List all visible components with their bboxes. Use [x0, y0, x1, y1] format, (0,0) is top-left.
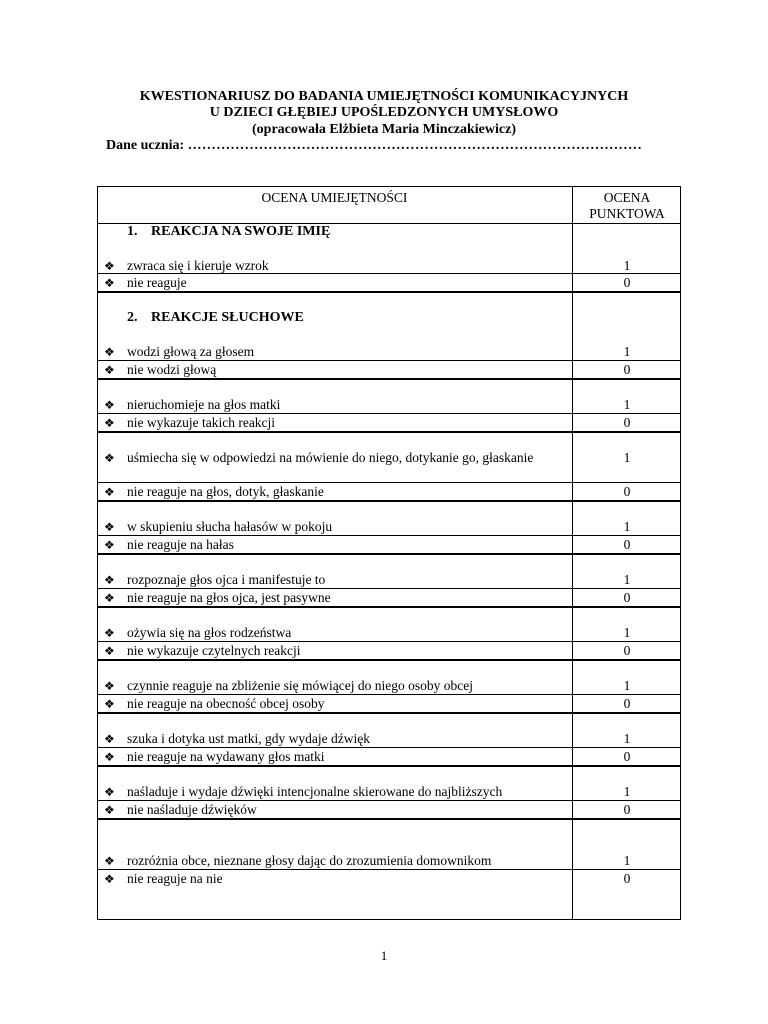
diamond-bullet-icon: ❖ [104, 573, 115, 587]
diamond-bullet-icon: ❖ [104, 259, 115, 273]
group-divider [97, 765, 681, 767]
row-score: 1 [623, 625, 631, 640]
document-title-line-2: U DZIECI GŁĘBIEJ UPOŚLEDZONYCH UMYSŁOWO [209, 105, 559, 120]
section-auditory-reactions [127, 310, 304, 326]
row-text: nie wykazuje czytelnych reakcji [127, 643, 301, 658]
row-score: 1 [623, 784, 631, 799]
row-text: zwraca się i kieruje wzrok [127, 258, 269, 273]
row-score: 1 [623, 731, 631, 746]
row-score: 0 [623, 537, 631, 552]
row-divider [97, 360, 681, 361]
diamond-bullet-icon: ❖ [104, 750, 115, 764]
document-title-line-1: KWESTIONARIUSZ DO BADANIA UMIEJĘTNOŚCI KOMUNIKACYJNYCH [139, 89, 629, 104]
student-data-label: Dane ucznia: [106, 138, 185, 153]
row-text: uśmiecha się w odpowiedzi na mówienie do niego, dotykanie go, głaskanie [127, 450, 534, 465]
row-text: nie reaguje na głos, dotyk, głaskanie [127, 484, 324, 499]
row-score: 1 [623, 853, 631, 868]
row-score: 1 [623, 258, 631, 273]
group-divider [97, 606, 681, 608]
row-divider [97, 535, 681, 536]
diamond-bullet-icon: ❖ [104, 626, 115, 640]
diamond-bullet-icon: ❖ [104, 854, 115, 868]
header-skill-assessment: OCENA UMIEJĘTNOŚCI [261, 190, 408, 205]
row-text: nieruchomieje na głos matki [127, 397, 281, 412]
row-score: 0 [623, 275, 631, 290]
row-score: 1 [623, 678, 631, 693]
row-score: 0 [623, 871, 631, 886]
diamond-bullet-icon: ❖ [104, 538, 115, 552]
diamond-bullet-icon: ❖ [104, 679, 115, 693]
group-divider [97, 818, 681, 820]
header-score-line-1: OCENA [603, 190, 651, 205]
row-divider [97, 413, 681, 414]
row-text: w skupieniu słucha hałasów w pokoju [127, 519, 333, 534]
section-title: REAKCJE SŁUCHOWE [151, 310, 304, 325]
row-text: nie reaguje na głos ojca, jest pasywne [127, 590, 331, 605]
page-number: 1 [380, 948, 388, 963]
row-divider [97, 482, 681, 483]
row-text: nie reaguje na nie [127, 871, 223, 886]
diamond-bullet-icon: ❖ [104, 803, 115, 817]
student-data-field [106, 137, 642, 154]
diamond-bullet-icon: ❖ [104, 451, 115, 465]
diamond-bullet-icon: ❖ [104, 363, 115, 377]
row-text: ożywia się na głos rodzeństwa [127, 625, 292, 640]
row-divider [97, 641, 681, 642]
row-score: 0 [623, 802, 631, 817]
row-score: 1 [623, 397, 631, 412]
group-divider [97, 712, 681, 714]
student-data-dots: …………………………………………………………………………………… [187, 138, 643, 153]
diamond-bullet-icon: ❖ [104, 345, 115, 359]
row-text: nie reaguje na wydawany głos matki [127, 749, 325, 764]
row-text: nie wodzi głową [127, 362, 217, 377]
row-divider [97, 800, 681, 801]
group-divider [97, 553, 681, 555]
row-text: wodzi głową za głosem [127, 344, 255, 359]
group-divider [97, 659, 681, 661]
group-divider [97, 291, 681, 293]
row-score: 1 [623, 450, 631, 465]
row-score: 0 [623, 362, 631, 377]
row-score: 1 [623, 344, 631, 359]
row-text: nie reaguje na obecność obcej osoby [127, 696, 325, 711]
section-title: REAKCJA NA SWOJE IMIĘ [151, 224, 331, 239]
diamond-bullet-icon: ❖ [104, 398, 115, 412]
diamond-bullet-icon: ❖ [104, 520, 115, 534]
diamond-bullet-icon: ❖ [104, 416, 115, 430]
row-text: nie reaguje na hałas [127, 537, 234, 552]
diamond-bullet-icon: ❖ [104, 591, 115, 605]
group-divider [97, 500, 681, 502]
group-divider [97, 431, 681, 433]
row-divider [97, 694, 681, 695]
row-score: 1 [623, 572, 631, 587]
header-score-line-2: PUNKTOWA [589, 206, 665, 221]
diamond-bullet-icon: ❖ [104, 644, 115, 658]
diamond-bullet-icon: ❖ [104, 485, 115, 499]
section-number: 1. [127, 224, 138, 239]
assessment-table [97, 186, 681, 920]
section-name-reaction [127, 224, 330, 240]
row-text: rozpoznaje głos ojca i manifestuje to [127, 572, 326, 587]
row-score: 0 [623, 749, 631, 764]
row-score: 1 [623, 519, 631, 534]
row-divider [97, 869, 681, 870]
row-text: naśladuje i wydaje dźwięki intencjonalne skierowane do najbliższych [127, 784, 503, 799]
row-score: 0 [623, 415, 631, 430]
diamond-bullet-icon: ❖ [104, 785, 115, 799]
group-divider [97, 378, 681, 380]
section-number: 2. [127, 310, 138, 325]
diamond-bullet-icon: ❖ [104, 872, 115, 886]
row-divider [97, 747, 681, 748]
diamond-bullet-icon: ❖ [104, 732, 115, 746]
row-score: 0 [623, 484, 631, 499]
diamond-bullet-icon: ❖ [104, 276, 115, 290]
row-text: rozróżnia obce, nieznane głosy dając do zrozumienia domownikom [127, 853, 492, 868]
row-score: 0 [623, 696, 631, 711]
row-text: nie wykazuje takich reakcji [127, 415, 276, 430]
row-text: szuka i dotyka ust matki, gdy wydaje dźwięk [127, 731, 370, 746]
row-score: 0 [623, 590, 631, 605]
row-score: 0 [623, 643, 631, 658]
row-text: nie reaguje [127, 275, 187, 290]
document-author: (opracowała Elżbieta Maria Minczakiewicz) [252, 122, 516, 137]
row-text: nie naśladuje dźwięków [127, 802, 257, 817]
row-divider [97, 588, 681, 589]
diamond-bullet-icon: ❖ [104, 697, 115, 711]
row-text: czynnie reaguje na zbliżenie się mówiącej do niego osoby obcej [127, 678, 473, 693]
